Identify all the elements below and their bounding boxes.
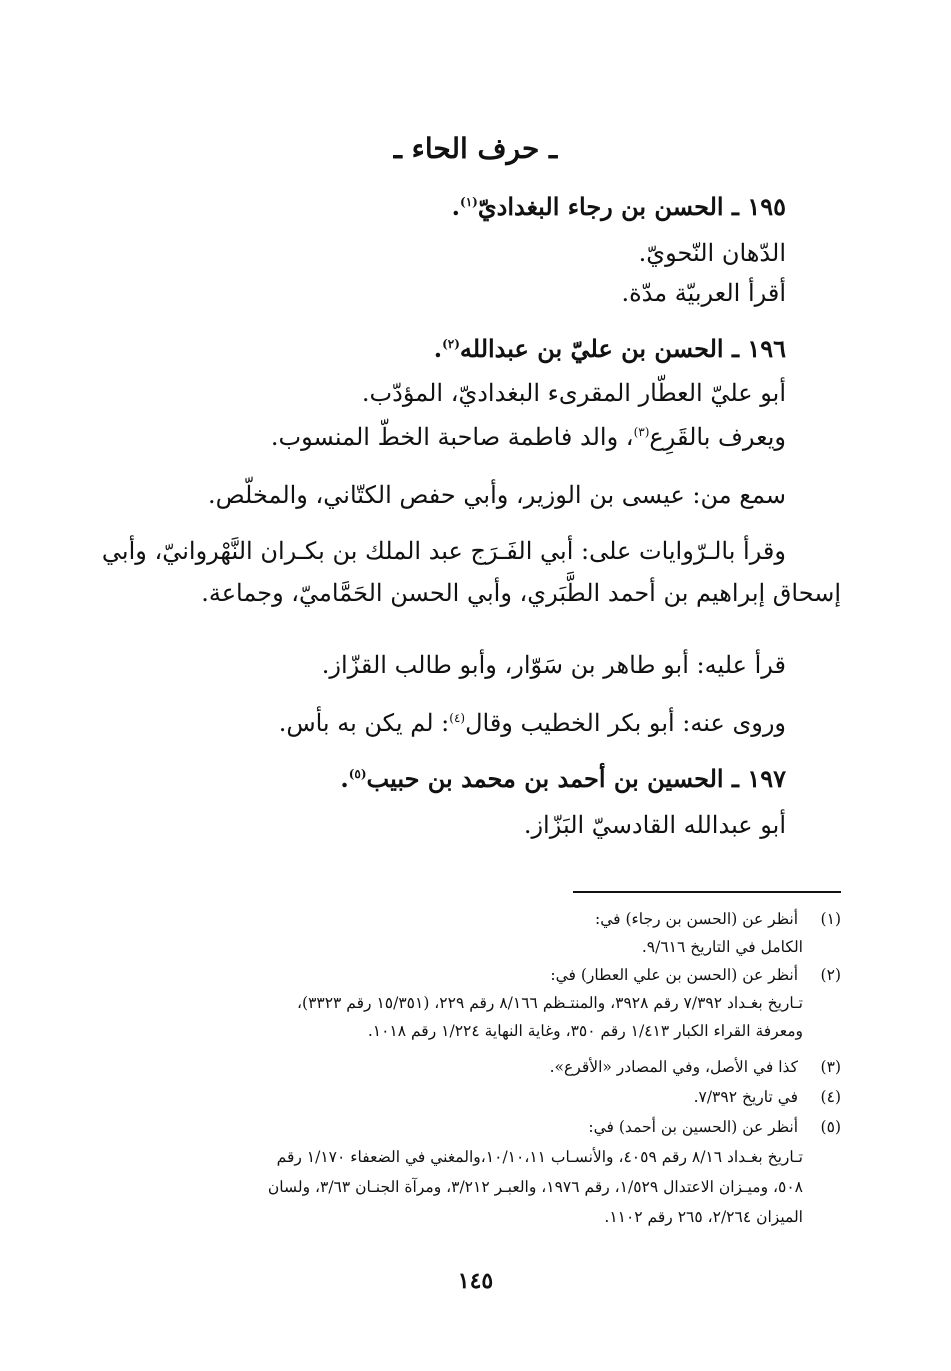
- footnote-1-number: (١): [820, 910, 841, 928]
- entry-196-line-2-text-b: ، والد فاطمة صاحبة الخطّ المنسوب.: [270, 423, 634, 451]
- footnote-5-line-4: الميزان ٢/٢٦٤، ٢٦٥ رقم ١١٠٢.: [604, 1208, 803, 1226]
- footnote-1-line-1: [111, 906, 841, 932]
- entry-196-line-1: أبو عليّ العطّار المقرىء البغداديّ، المؤدّب.: [361, 379, 786, 407]
- footnote-ref-4[interactable]: (٤): [449, 711, 466, 725]
- footnote-3-text: كذا في الأصل، وفي المصادر «الأقرع».: [549, 1058, 799, 1076]
- entry-197-name: ١٩٧ ـ الحسين بن أحمد بن محمد بن حبيب: [366, 764, 786, 793]
- entry-196-heading: ١٩٦ ـ الحسن بن عليّ بن عبدالله$^{(٢)}$.: [433, 334, 786, 363]
- entry-196-line-7-text-a: وروى عنه: أبو بكر الخطيب وقال: [465, 709, 786, 737]
- entry-197-line-1: أبو عبدالله القادسيّ البَزّاز.: [523, 811, 786, 839]
- footnote-2-line-1: [111, 962, 841, 988]
- page-number: ١٤٥: [457, 1268, 494, 1294]
- entry-196-line-4: وقرأ بالـرّوايات على: أبي الفَـرَج عبد الملك بن بكـران النَّهْروانيّ، وأبي: [101, 537, 786, 565]
- entry-196-line-7: [106, 706, 786, 740]
- footnote-ref-3[interactable]: (٣): [633, 425, 650, 439]
- entry-196-line-5: إسحاق إبراهيم بن أحمد الطَّبَري، وأبي الحسن الحَمَّاميّ، وجماعة.: [201, 579, 841, 607]
- footnote-ref-2[interactable]: (٢): [442, 337, 460, 351]
- footnote-2-number: (٢): [820, 966, 841, 984]
- footnote-ref-1[interactable]: (١): [460, 195, 478, 209]
- entry-195-name: ١٩٥ ـ الحسن بن رجاء البغداديّ: [477, 192, 786, 221]
- entry-196-line-2: [106, 420, 786, 454]
- footnote-ref-5[interactable]: (٥): [348, 767, 367, 781]
- footnote-5-line-3: ٥٠٨، وميـزان الاعتدال ١/٥٢٩، رقم ١٩٧٦، والعبـر ٣/٢١٢، ومرآة الجنـان ٣/٦٣، ولسان: [267, 1178, 803, 1196]
- entry-196-line-6: قرأ عليه: أبو طاهر بن سَوّار، وأبو طالب القزّاز.: [321, 651, 786, 679]
- entry-195-line-2: أقرأ العربيّة مدّة.: [621, 279, 786, 307]
- entry-196-line-7-text-b: : لم يكن به بأس.: [278, 709, 450, 737]
- footnote-3-line-1: [111, 1054, 841, 1080]
- footnote-4-line-1: [111, 1084, 841, 1110]
- footnote-5-number: (٥): [820, 1118, 841, 1136]
- footnote-separator: [573, 891, 841, 893]
- footnote-5-text: أنظر عن (الحسين بن أحمد) في:: [588, 1118, 799, 1136]
- entry-195-line-1: الدّهان النّحويّ.: [638, 239, 786, 267]
- entry-196-name: ١٩٦ ـ الحسن بن عليّ بن عبدالله: [459, 334, 786, 363]
- entry-196-line-2-text-a: ويعرف بالقَرِع: [649, 423, 786, 451]
- footnote-2-line-2: تـاريخ بغـداد ٧/٣٩٢ رقم ٣٩٢٨، والمنتـظم ٨/١٦٦ رقم ٢٢٩، (١٥/٣٥١ رقم ٣٣٢٣)،: [297, 994, 803, 1012]
- footnote-2-text: أنظر عن (الحسن بن علي العطار) في:: [550, 966, 799, 984]
- footnote-5-line-1: [111, 1114, 841, 1140]
- footnote-4-number: (٤): [820, 1088, 841, 1106]
- footnote-1-line-2: الكامل في التاريخ ٩/٦١٦.: [641, 938, 803, 956]
- entry-196-line-3: سمع من: عيسى بن الوزير، وأبي حفص الكتّاني، والمخلّص.: [207, 481, 786, 509]
- entry-197-heading: ١٩٧ ـ الحسين بن أحمد بن محمد بن حبيب$^{(٥)}$.: [340, 764, 786, 793]
- footnote-1-text: أنظر عن (الحسن بن رجاء) في:: [594, 910, 799, 928]
- footnote-4-text: في تاريخ ٧/٣٩٢.: [693, 1088, 799, 1106]
- footnote-5-line-2: تـاريخ بغـداد ٨/١٦ رقم ٤٠٥٩، والأنسـاب ١٠/١٠،١١،والمغني في الضعفاء ١/١٧٠ رقم: [276, 1148, 803, 1166]
- entry-195-heading: ١٩٥ ـ الحسن بن رجاء البغداديّ$^{(١)}$.: [451, 192, 786, 221]
- section-title: ـ حرف الحاء ـ: [393, 132, 558, 165]
- footnote-3-number: (٣): [820, 1058, 841, 1076]
- footnote-2-line-3: ومعرفة القراء الكبار ١/٤١٣ رقم ٣٥٠، وغاية النهاية ١/٢٢٤ رقم ١٠١٨.: [367, 1022, 803, 1040]
